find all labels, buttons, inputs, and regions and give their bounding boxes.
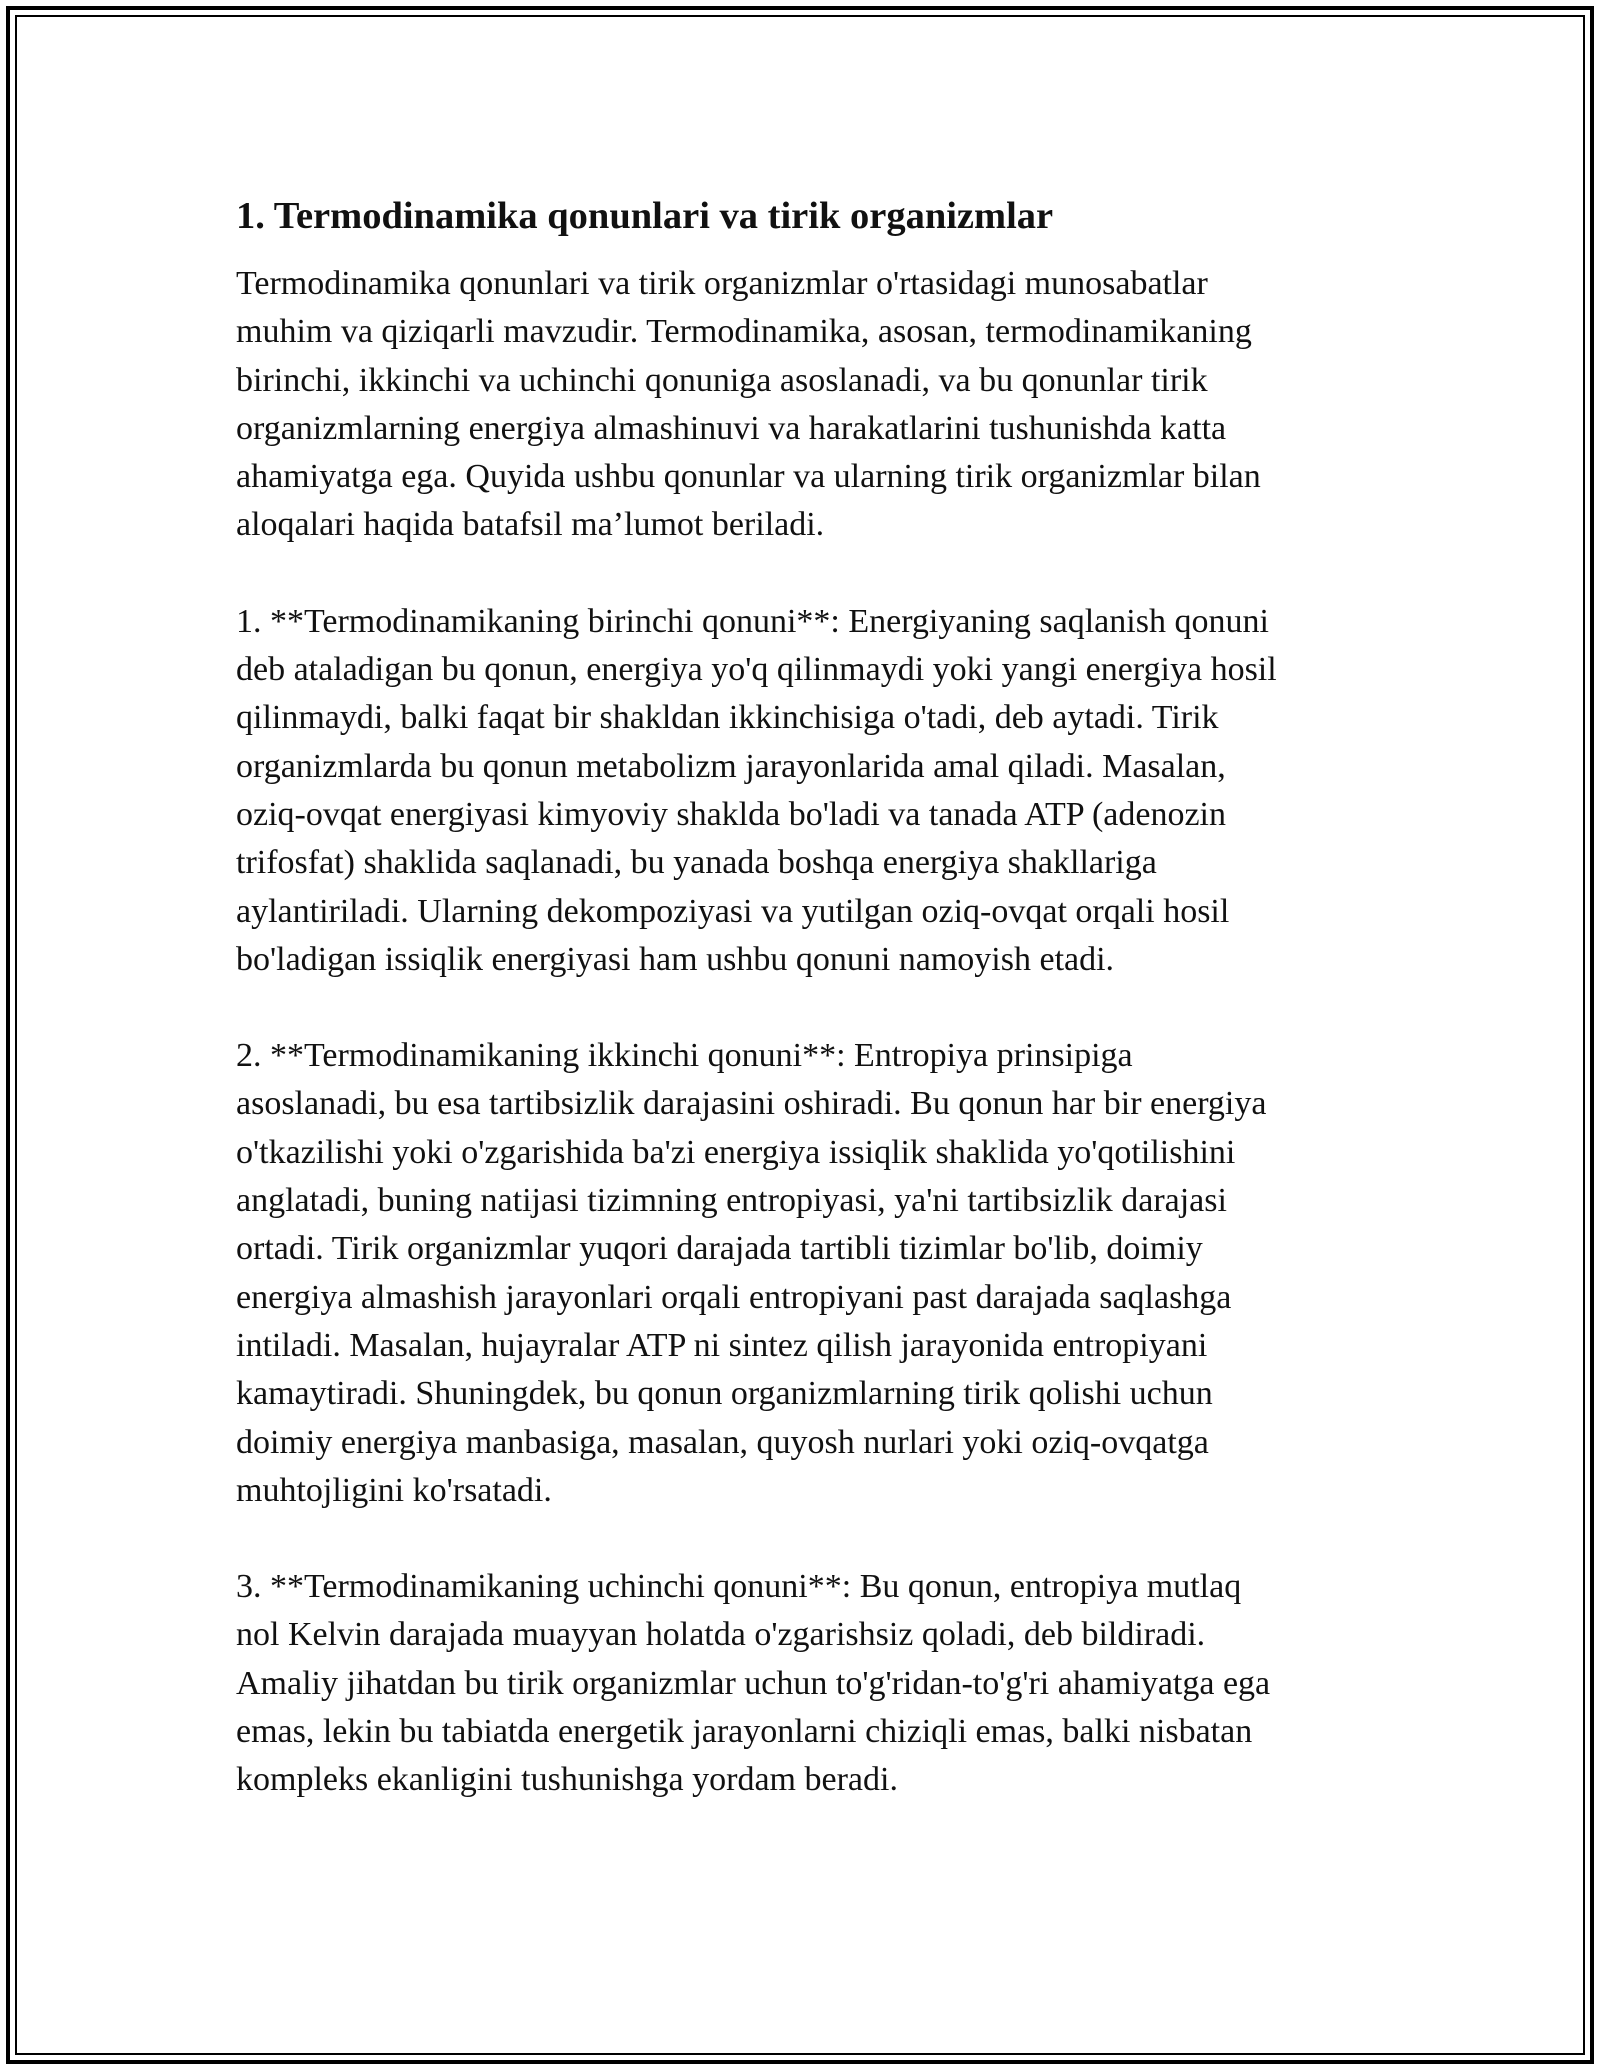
document-body	[236, 188, 1366, 1805]
paragraph-third-law: 3. **Termodinamikaning uchinchi qonuni**: Bu qonun, entropiya mutlaq nol Kelvin darajada muayyan holatda o'zgarishsiz qoladi, deb bildiradi. Amaliy jihatdan bu tirik organizmlar uchun to'g'ridan-to'g'ri ahamiyatga ega emas, lekin bu tabiatda energetik jarayonlarni chiziqli emas, balki nisbatan kompleks ekanligini tushunishga yordam beradi.	[236, 1568, 1271, 1799]
paragraph-second-law: 2. **Termodinamikaning ikkinchi qonuni**: Entropiya prinsipiga asoslanadi, bu esa tartibsizlik darajasini oshiradi. Bu qonun har bir energiya o'tkazilishi yoki o'zgarishida ba'zi energiya issiqlik shaklida yo'qotilishini anglatadi, buning natijasi tizimning entropiyasi, ya'ni tartibsizlik darajasi ortadi. Tirik organizmlar yuqori darajada tartibli tizimlar bo'lib, doimiy energiya almashish jarayonlari orqali entropiyani past darajada saqlashga intiladi. Masalan, hujayralar ATP ni sintez qilish jarayonida entropiyani kamaytiradi. Shuningdek, bu qonun organizmlarning tirik qolishi uchun doimiy energiya manbasiga, masalan, quyosh nurlari yoki oziq-ovqatga muhtojligini ko'rsatadi.	[236, 1037, 1267, 1509]
document-title: 1. Termodinamika qonunlari va tirik organizmlar	[236, 195, 1054, 237]
paragraph-intro: Termodinamika qonunlari va tirik organizmlar o'rtasidagi munosabatlar muhim va qiziqarli mavzudir. Termodinamika, asosan, termodinamikaning birinchi, ikkinchi va uchinchi qonuniga asoslanadi, va bu qonunlar tirik organizmlarning energiya almashinuvi va harakatlarini tushunishda katta ahamiyatga ega. Quyida ushbu qonunlar va ularning tirik organizmlar bilan aloqalari haqida batafsil ma’lumot beriladi.	[236, 265, 1261, 544]
paragraph-first-law: 1. **Termodinamikaning birinchi qonuni**: Energiyaning saqlanish qonuni deb ataladigan bu qonun, energiya yo'q qilinmaydi yoki yangi energiya hosil qilinmaydi, balki faqat bir shakldan ikkinchisiga o'tadi, deb aytadi. Tirik organizmlarda bu qonun metabolizm jarayonlarida amal qiladi. Masalan, oziq-ovqat energiyasi kimyoviy shaklda bo'ladi va tanada ATP (adenozin trifosfat) shaklida saqlanadi, bu yanada boshqa energiya shakllariga aylantiriladi. Ularning dekompoziyasi va yutilgan oziq-ovqat orqali hosil bo'ladigan issiqlik energiyasi ham ushbu qonuni namoyish etadi.	[236, 602, 1277, 978]
